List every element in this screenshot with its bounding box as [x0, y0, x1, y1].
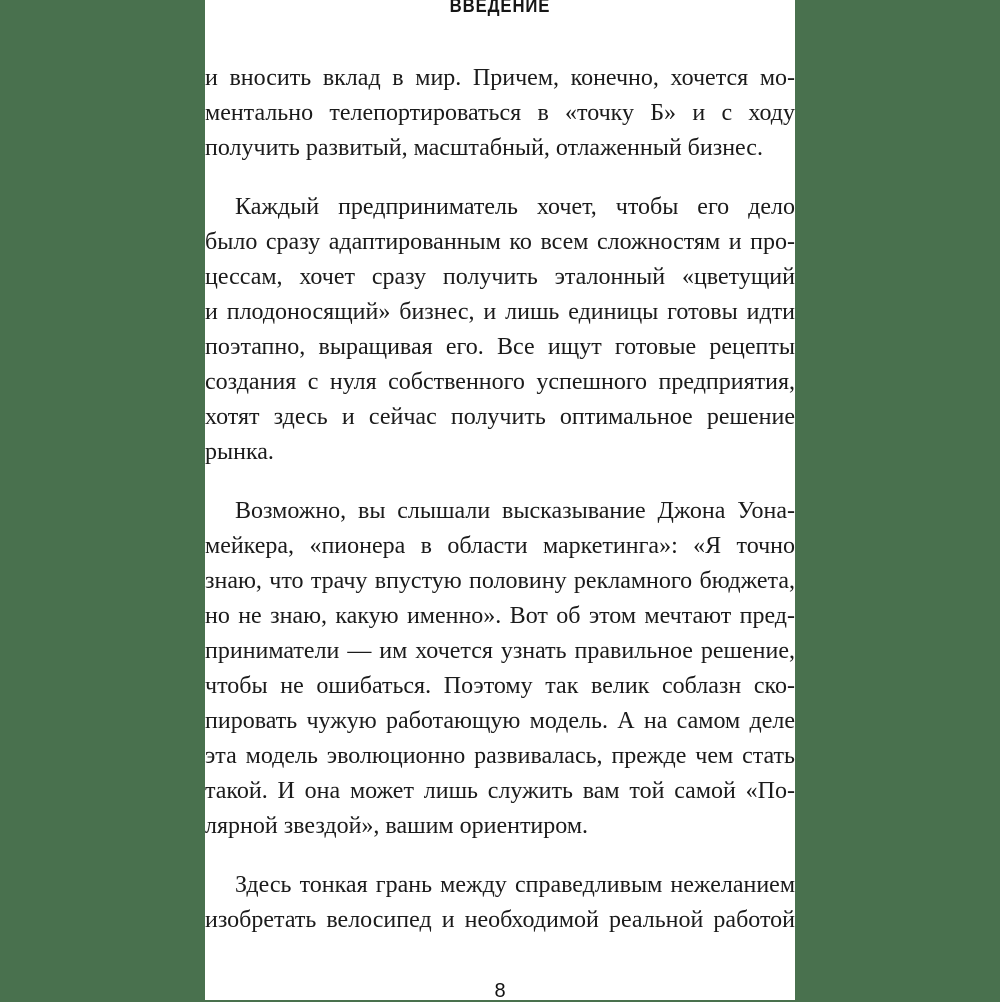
- text-line: было сразу адаптированным ко всем сложностям и про-: [205, 229, 795, 255]
- paragraph: [205, 868, 795, 938]
- text-line: изобретать велосипед и необходимой реальной работой: [205, 907, 795, 933]
- text-line: ментально телепортироваться в «точку Б» и с ходу: [205, 100, 795, 126]
- text-line: получить развитый, масштабный, отлаженный бизнес.: [205, 135, 763, 161]
- paragraph: [205, 61, 795, 166]
- text-line: Здесь тонкая грань между справедливым нежеланием: [235, 872, 795, 898]
- text-line: такой. И она может лишь служить вам той самой «По-: [205, 778, 795, 804]
- text-line: и плодоносящий» бизнес, и лишь единицы готовы идти: [205, 299, 795, 325]
- text-line: Каждый предприниматель хочет, чтобы его дело: [235, 194, 795, 220]
- page-number: 8: [494, 980, 506, 1002]
- text-line: Возможно, вы слышали высказывание Джона Уона-: [235, 498, 795, 524]
- text-line: пировать чужую работающую модель. А на самом деле: [205, 708, 795, 734]
- text-line: знаю, что трачу впустую половину рекламного бюджета,: [205, 568, 795, 594]
- paragraph: [205, 494, 795, 844]
- book-page: [205, 0, 795, 1000]
- chapter-header: ВВЕДЕНИЕ: [449, 0, 551, 17]
- text-line: создания с нуля собственного успешного предприятия,: [205, 369, 795, 395]
- text-line: чтобы не ошибаться. Поэтому так велик соблазн ско-: [205, 673, 795, 699]
- text-line: приниматели — им хочется узнать правильное решение,: [205, 638, 795, 664]
- text-line: но не знаю, какую именно». Вот об этом мечтают пред-: [205, 603, 795, 629]
- text-line: цессам, хочет сразу получить эталонный «цветущий: [205, 264, 795, 290]
- text-line: мейкера, «пионера в области маркетинга»: «Я точно: [205, 533, 795, 559]
- text-line: хотят здесь и сейчас получить оптимальное решение: [205, 404, 795, 430]
- page-text: [205, 61, 795, 938]
- text-line: рынка.: [205, 439, 274, 465]
- text-line: эта модель эволюционно развивалась, прежде чем стать: [205, 743, 795, 769]
- text-line: поэтапно, выращивая его. Все ищут готовые рецепты: [205, 334, 795, 360]
- text-line: лярной звездой», вашим ориентиром.: [205, 813, 589, 839]
- text-line: и вносить вклад в мир. Причем, конечно, хочется мо-: [205, 65, 795, 91]
- paragraph: [205, 190, 795, 470]
